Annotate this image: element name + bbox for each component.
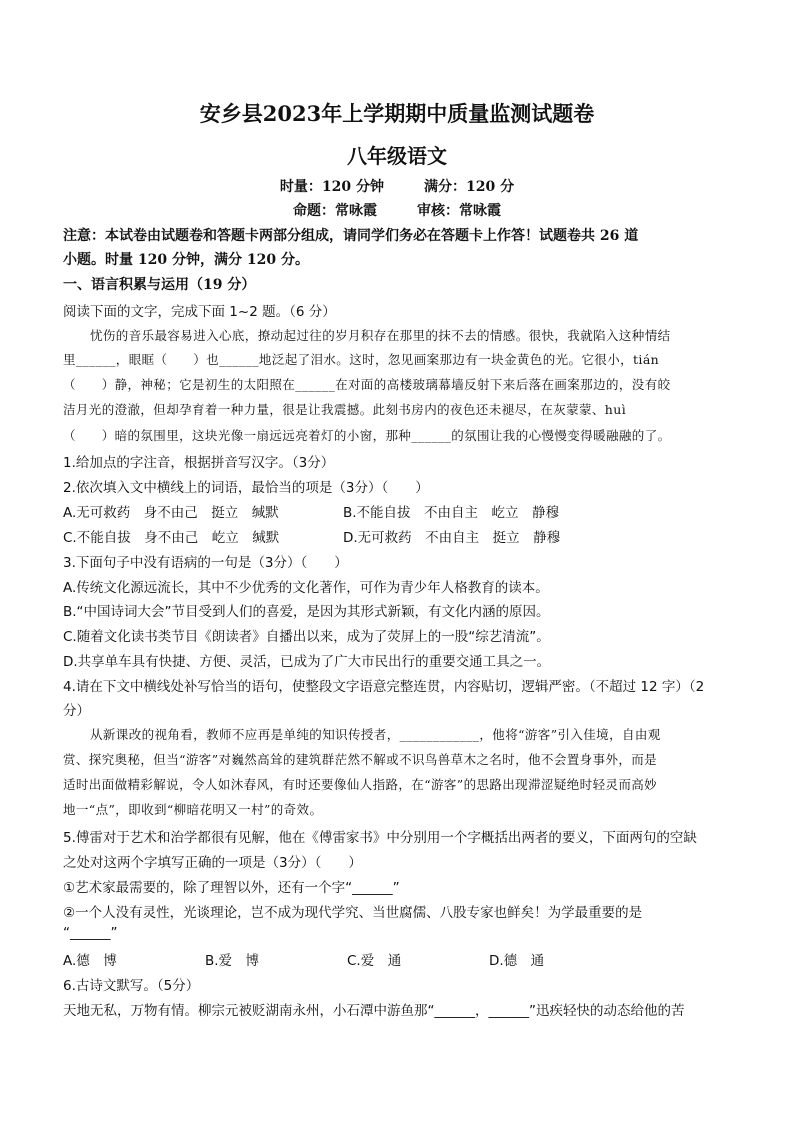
option-a: A.无可救药 身不由己 挺立 缄默	[63, 505, 279, 521]
option-a: A.德 博	[63, 953, 117, 969]
question-5-line-1: 5.傅雷对于艺术和治学都很有见解，他在《傅雷家书》中分别用一个字概括出两者的要义，下面两句的空缺	[63, 830, 697, 846]
option-b: B.不能自拔 不由自主 屹立 静穆	[343, 505, 560, 521]
passage-line-4: 洁月光的澄澈，但却孕育着一种力量，很是让我震撼。此刻书房内的夜色还未褪尽，在灰蒙蒙、huì	[63, 402, 627, 417]
q4-passage-line-2: 赏、探究奥秘，但当“游客”对巍然高耸的建筑群茫然不解或不识鸟兽草木之名时，他不会置身事外，而是	[63, 752, 658, 767]
reviewer: 审核：常咏霞	[417, 203, 501, 219]
q5-sentence-2-blank: “______”	[63, 925, 118, 941]
question-4-line-2: 分）	[63, 703, 90, 719]
question-4-line-1: 4.请在下文中横线处补写恰当的语句，使整段文字语意完整连贯，内容贴切，逻辑严密。（不超过 12 字）（2	[63, 679, 705, 695]
notice-line-1: 注意：本试卷由试题卷和答题卡两部分组成，请同学们务必在答题卡上作答！试题卷共 26 道	[63, 228, 639, 244]
q4-passage-line-1: 从新课改的视角看，教师不应再是单纯的知识传授者，____________，他将“游客”引入佳境，自由观	[90, 727, 661, 742]
time-limit: 时量：120 分钟	[279, 179, 384, 195]
exam-meta-row-1	[0, 176, 794, 196]
passage-line-5: （ ）暗的氛围里，这块光像一扇远远亮着灯的小窗，那种______的氛围让我的心慢慢变得暖融融的了。	[63, 428, 671, 443]
option-c: C.爱 通	[347, 953, 402, 969]
question-2: 2.依次填入文中横线上的词语，最恰当的项是（3分）（ ）	[63, 480, 429, 496]
q5-sentence-2: ②一个人没有灵性，光谈理论，岂不成为现代学究、当世腐儒、八股专家也鲜矣！为学最重要的是	[63, 905, 643, 921]
exam-meta-row-2	[0, 200, 794, 220]
question-2-options-row-1	[63, 501, 742, 521]
option-d: D.德 通	[489, 953, 545, 969]
q4-passage-line-4: 地一“点”，即收到“柳暗花明又一村”的奇效。	[63, 802, 323, 817]
section-heading: 一、语言积累与运用（19 分）	[63, 277, 256, 293]
question-5-options	[63, 949, 742, 969]
passage-line-1: 忧伤的音乐最容易进入心底，撩动起过往的岁月积存在那里的抹不去的情感。很快，我就陷入这种情结	[90, 328, 671, 343]
question-6-line: 天地无私，万物有情。柳宗元被贬湖南永州，小石潭中游鱼那“______，______”迅疾轻快的动态给他的苦	[63, 1003, 685, 1019]
option-b: B.爱 博	[205, 953, 260, 969]
author: 命题：常咏霞	[293, 203, 377, 219]
option-c: C.不能自拔 身不由己 屹立 缄默	[63, 530, 280, 546]
question-3-option-d: D.共享单车具有快捷、方便、灵活，已成为了广大市民出行的重要交通工具之一。	[63, 654, 551, 670]
option-d: D.无可救药 不由自主 挺立 静穆	[343, 530, 561, 546]
question-3-option-b: B.“中国诗词大会”节目受到人们的喜爱，是因为其形式新颖，有文化内涵的原因。	[63, 604, 550, 620]
passage-line-2: 里______，眼眶（ ）也______地泛起了泪水。这时，忽见画案那边有一块金黄色的光。它很小，tián	[63, 352, 660, 367]
question-3: 3.下面句子中没有语病的一句是（3分）（ ）	[63, 555, 348, 571]
q4-passage-line-3: 适时出面做精彩解说，令人如沐春风，有时还要像仙人指路，在“游客”的思路出现滞涩疑绝时轻灵而高妙	[63, 777, 658, 792]
reading-intro: 阅读下面的文字，完成下面 1~2 题。（6 分）	[63, 304, 336, 320]
full-score: 满分：120 分	[424, 179, 515, 195]
question-3-option-a: A.传统文化源远流长，其中不少优秀的文化著作，可作为青少年人格教育的读本。	[63, 580, 549, 596]
exam-subtitle: 八年级语文	[347, 144, 447, 168]
question-2-options-row-2	[63, 526, 742, 546]
q5-sentence-1: ①艺术家最需要的，除了理智以外，还有一个字“______”	[63, 880, 400, 896]
passage-line-3: （ ）静，神秘；它是初生的太阳照在______在对面的高楼玻璃幕墙反射下来后落在画案那边的，没有皎	[63, 377, 671, 392]
exam-title: 安乡县2023年上学期期中质量监测试题卷	[199, 101, 595, 126]
question-3-option-c: C.随着文化读书类节目《朗读者》自播出以来，成为了荧屏上的一股“综艺清流”。	[63, 629, 550, 645]
question-6: 6.古诗文默写。（5分）	[63, 978, 200, 994]
notice-line-2: 小题。时量 120 分钟，满分 120 分。	[63, 252, 309, 268]
question-1: 1.给加点的字注音，根据拼音写汉字。（3分）	[63, 455, 335, 471]
question-5-line-2: 之处对这两个字填写正确的一项是（3分）（ ）	[63, 855, 362, 871]
